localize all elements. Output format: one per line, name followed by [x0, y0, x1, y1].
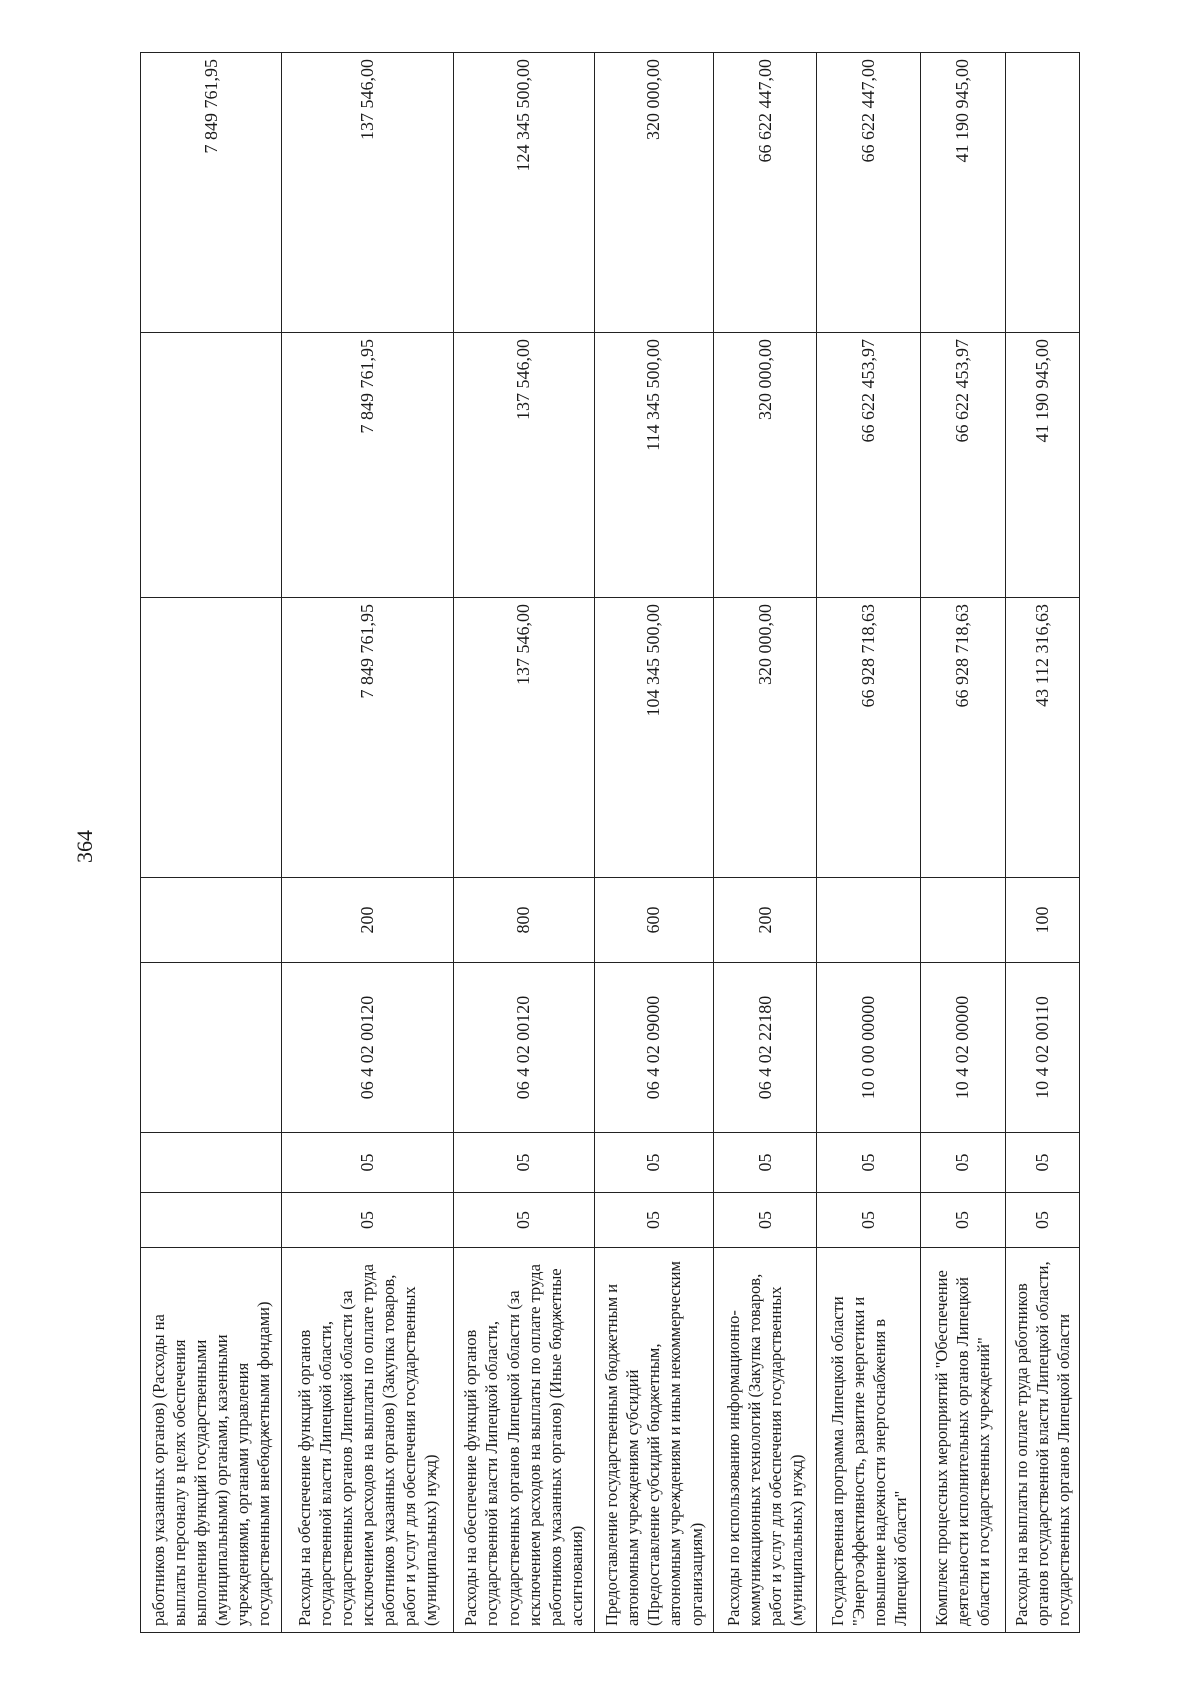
amount-year3-cell: 320 000,00 [594, 53, 713, 333]
amount-year3-cell: 137 546,00 [282, 53, 453, 333]
expense-type-cell [817, 878, 921, 963]
target-article-cell: 06 4 02 22180 [713, 963, 817, 1133]
budget-table-container [140, 53, 1080, 1633]
row-name-cell: работников указанных органов) (Расходы на выплаты персоналу в целях обеспечения выполнения функций государственными (муниципальными) органами, казенными учреждениями, органами управления государственными внебюджетными фондами) [141, 1248, 282, 1633]
table-row [594, 53, 713, 1633]
subsection-code-cell: 05 [453, 1133, 594, 1193]
expense-type-cell: 600 [594, 878, 713, 963]
table-row [1005, 53, 1079, 1633]
amount-year2-cell: 114 345 500,00 [594, 333, 713, 598]
table-row [282, 53, 453, 1633]
section-code-cell: 05 [453, 1193, 594, 1248]
section-code-cell: 05 [921, 1193, 1006, 1248]
target-article-cell: 10 4 02 00000 [921, 963, 1006, 1133]
section-code-cell: 05 [282, 1193, 453, 1248]
expense-type-cell: 800 [453, 878, 594, 963]
table-row [817, 53, 921, 1633]
target-article-cell [141, 963, 282, 1133]
row-name-cell: Предоставление государственным бюджетным и автономным учреждениям субсидий (Предоставление субсидий бюджетным, автономным учреждениям и иным некоммерческим организациям) [594, 1248, 713, 1633]
amount-year3-cell: 66 622 447,00 [713, 53, 817, 333]
amount-year2-cell: 137 546,00 [453, 333, 594, 598]
section-code-cell: 05 [594, 1193, 713, 1248]
subsection-code-cell: 05 [282, 1133, 453, 1193]
target-article-cell: 10 0 00 00000 [817, 963, 921, 1133]
amount-year3-cell: 66 622 447,00 [817, 53, 921, 333]
row-name-cell: Расходы на обеспечение функций органов государственной власти Липецкой области, государственных органов Липецкой области (за исключением расходов на выплаты по оплате труда работников указанных органов) (Закупка товаров, работ и услуг для обеспечения государственных (муниципальных) нужд) [282, 1248, 453, 1633]
amount-year1-cell: 7 849 761,95 [282, 598, 453, 878]
section-code-cell: 05 [817, 1193, 921, 1248]
amount-year2-cell: 66 622 453,97 [817, 333, 921, 598]
amount-year3-cell: 124 345 500,00 [453, 53, 594, 333]
amount-year3-cell: 7 849 761,95 [141, 53, 282, 333]
amount-year3-cell: 41 190 945,00 [921, 53, 1006, 333]
subsection-code-cell: 05 [921, 1133, 1006, 1193]
budget-table [140, 52, 1080, 1633]
row-name-cell: Комплекс процессных мероприятий "Обеспечение деятельности исполнительных органов Липецкой области и государственных учреждений" [921, 1248, 1006, 1633]
subsection-code-cell: 05 [713, 1133, 817, 1193]
amount-year1-cell: 320 000,00 [713, 598, 817, 878]
expense-type-cell: 200 [282, 878, 453, 963]
amount-year2-cell: 41 190 945,00 [1005, 333, 1079, 598]
subsection-code-cell: 05 [817, 1133, 921, 1193]
amount-year1-cell: 137 546,00 [453, 598, 594, 878]
subsection-code-cell [141, 1133, 282, 1193]
amount-year1-cell: 66 928 718,63 [921, 598, 1006, 878]
row-name-cell: Расходы на обеспечение функций органов государственной власти Липецкой области, государственных органов Липецкой области (за исключением расходов на выплаты по оплате труда работников указанных органов) (Иные бюджетные ассигнования) [453, 1248, 594, 1633]
section-code-cell [141, 1193, 282, 1248]
amount-year1-cell: 66 928 718,63 [817, 598, 921, 878]
row-name-cell: Расходы на выплаты по оплате труда работников органов государственной власти Липецкой области, государственных органов Липецкой области [1005, 1248, 1079, 1633]
table-row [921, 53, 1006, 1633]
amount-year1-cell: 104 345 500,00 [594, 598, 713, 878]
expense-type-cell: 100 [1005, 878, 1079, 963]
page-number: 364 [72, 830, 97, 863]
amount-year2-cell: 7 849 761,95 [282, 333, 453, 598]
target-article-cell: 06 4 02 00120 [453, 963, 594, 1133]
row-name-cell: Государственная программа Липецкой области "Энергоэффективность, развитие энергетики и повышение надежности энергоснабжения в Липецкой области" [817, 1248, 921, 1633]
expense-type-cell [921, 878, 1006, 963]
table-row [453, 53, 594, 1633]
expense-type-cell: 200 [713, 878, 817, 963]
table-row [713, 53, 817, 1633]
amount-year2-cell: 320 000,00 [713, 333, 817, 598]
subsection-code-cell: 05 [1005, 1133, 1079, 1193]
amount-year2-cell [141, 333, 282, 598]
amount-year1-cell [141, 598, 282, 878]
target-article-cell: 10 4 02 00110 [1005, 963, 1079, 1133]
target-article-cell: 06 4 02 09000 [594, 963, 713, 1133]
table-row [141, 53, 282, 1633]
section-code-cell: 05 [1005, 1193, 1079, 1248]
section-code-cell: 05 [713, 1193, 817, 1248]
target-article-cell: 06 4 02 00120 [282, 963, 453, 1133]
amount-year2-cell: 66 622 453,97 [921, 333, 1006, 598]
amount-year3-cell [1005, 53, 1079, 333]
expense-type-cell [141, 878, 282, 963]
subsection-code-cell: 05 [594, 1133, 713, 1193]
row-name-cell: Расходы по использованию информационно-коммуникационных технологий (Закупка товаров, работ и услуг для обеспечения государственных (муниципальных) нужд) [713, 1248, 817, 1633]
amount-year1-cell: 43 112 316,63 [1005, 598, 1079, 878]
